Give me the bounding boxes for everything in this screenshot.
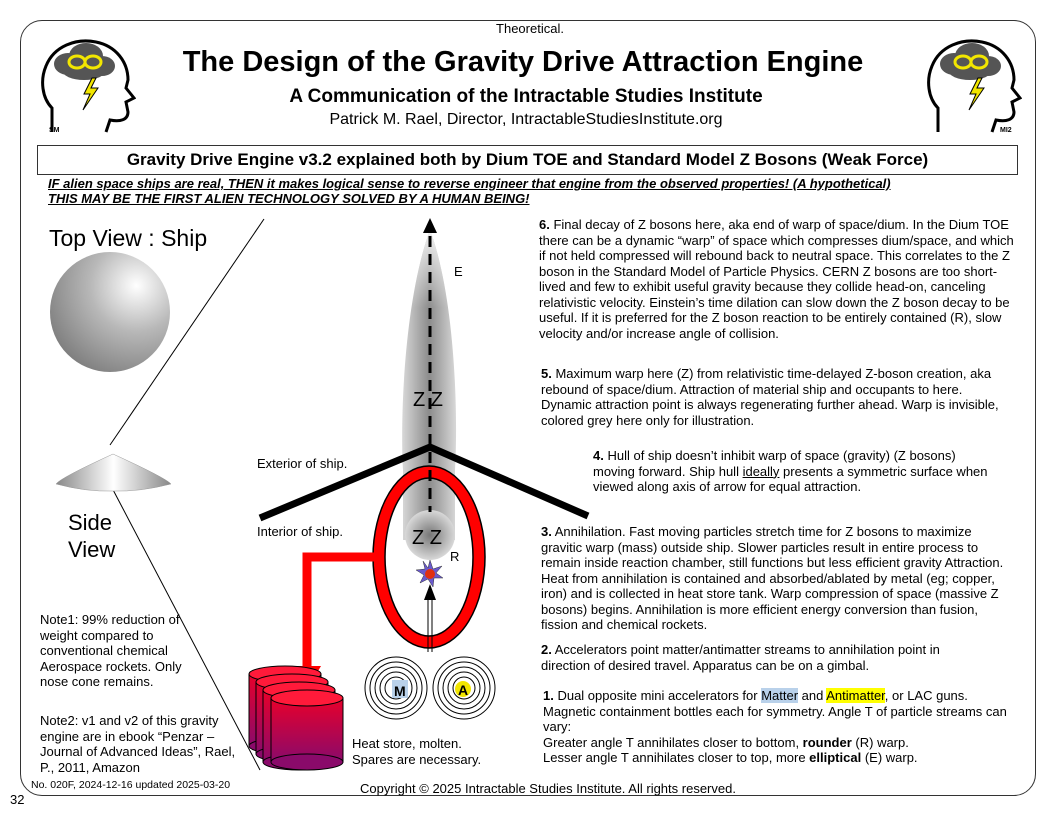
step-1-text-b: , or LAC guns. — [884, 688, 968, 703]
step-1-line-4b: (E) warp. — [861, 750, 918, 765]
step-4-underline: ideally — [742, 463, 780, 479]
step-1-text-a: Dual opposite mini accelerators for — [553, 688, 762, 703]
side-view-label: Side View — [68, 510, 116, 562]
antimatter-highlight: Antimatter — [826, 688, 885, 703]
banner-heading: Gravity Drive Engine v3.2 explained both by Dium TOE and Standard Model Z Bosons (Weak Force) — [37, 145, 1018, 175]
exterior-label: Exterior of ship. — [257, 456, 348, 471]
heat-label-line-1: Heat store, molten. — [352, 736, 462, 751]
copyright-notice: Copyright © 2025 Intractable Studies Institute. All rights reserved. — [360, 781, 736, 796]
heat-store-label — [352, 736, 481, 768]
heat-store-tanks — [249, 666, 343, 770]
step-3-number: 3. — [541, 524, 552, 539]
step-1-line-3 — [543, 735, 1013, 751]
heat-pipe — [307, 557, 377, 674]
step-1-line-4 — [543, 750, 1013, 766]
ship-top-view — [50, 252, 170, 372]
label-antimatter-bottle: A — [458, 682, 469, 698]
step-1-line-4a: Lesser angle T annihilates closer to top, more — [543, 750, 810, 765]
author-line: Patrick M. Rael, Director, IntractableStudiesInstitute.org — [329, 111, 723, 128]
heat-label-line-2: Spares are necessary. — [352, 752, 482, 767]
step-1-line-3a: Greater angle T annihilates closer to bottom, — [543, 734, 803, 750]
step-1-paragraph — [543, 688, 1013, 766]
top-label: Theoretical. — [496, 21, 564, 36]
label-zz-upper: Z Z — [413, 389, 443, 411]
top-view-label: Top View : Ship — [49, 225, 208, 251]
label-r: R — [450, 549, 460, 564]
step-5-number: 5. — [541, 366, 552, 381]
step-1-number: 1. — [543, 688, 554, 703]
page-number: 32 — [10, 792, 25, 807]
logo-left-mark: SM — [49, 127, 60, 134]
step-2-number: 2. — [541, 642, 552, 657]
document-number: No. 020F, 2024-12-16 updated 2025-03-20 — [31, 779, 231, 791]
step-5-paragraph — [541, 366, 1011, 428]
elliptical-word: elliptical — [809, 750, 862, 765]
step-3-text: Annihilation. Fast moving particles stretch time for Z bosons to maximize gravitic warp (mass) outside ship. Slower particles result in entire process to remain inside reaction chamber, still functions but less efficient gravity Attraction. Heat from annihilation is contained and absorbed/ablated by metal (eg; copper, iron) and is collected in heat store tank. Warp compression of space (massive Z bosons) begins. Annihilation is more efficient energy conversion than fusion, fission and chemical rockets. — [541, 524, 1004, 632]
axis-arrow-icon — [423, 218, 437, 233]
step-4-number: 4. — [593, 448, 604, 463]
annihilation-point — [425, 569, 435, 579]
label-zz-lower: Z Z — [412, 527, 442, 549]
step-6-number: 6. — [539, 217, 550, 232]
rounder-word: rounder — [802, 734, 852, 750]
step-1-line-2: Magnetic containment bottles each for symmetry. Angle T of particle streams can vary: — [543, 703, 1007, 734]
step-4-text-a: Hull of ship doesn’t inhibit warp of space (gravity) (Z bosons) moving forward. Ship hull — [593, 448, 956, 479]
logo-right-mark: MI2 — [1000, 127, 1012, 134]
step-2-text: Accelerators point matter/antimatter streams to annihilation point in direction of desired travel. Apparatus can be on a gimbal. — [541, 642, 940, 673]
step-1-and: and — [798, 688, 827, 703]
label-matter-bottle: M — [394, 683, 406, 699]
note-1: Note1: 99% reduction of weight compared to conventional chemical Aerospace rockets. Only nose cone remains. — [40, 612, 182, 689]
heat-tank — [271, 690, 343, 770]
step-4-paragraph — [593, 448, 993, 495]
step-5-text: Maximum warp here (Z) from relativistic time-delayed Z-boson creation, aka rebound of space/dium. Attraction of material ship and occupants to here. Dynamic attraction point is always regenerating further ahead. Warp is invisible, colored grey here only for illustration. — [541, 366, 999, 428]
intro-line-1: IF alien space ships are real, THEN it makes logical sense to reverse engineer that engine from the observed properties! (A hypothetical) — [48, 176, 891, 191]
page-subtitle: A Communication of the Intractable Studies Institute — [289, 86, 763, 107]
interior-label: Interior of ship. — [257, 524, 343, 539]
step-6-paragraph — [539, 217, 1019, 341]
step-4-text-b: presents a symmetric surface when viewed along axis of arrow for equal attraction. — [593, 463, 988, 494]
note-2: Note2: v1 and v2 of this gravity engine are in ebook “Penzar – Journal of Advanced Ideas”, Rael, P., 2011, Amazon — [40, 713, 236, 775]
label-e: E — [454, 264, 463, 279]
step-2-paragraph — [541, 642, 991, 673]
stream-arrow-icon — [424, 584, 436, 600]
step-6-text: Final decay of Z bosons here, aka end of warp of space/dium. In the Dium TOE there can be a dynamic “warp” of space which compresses dium/space, and which if not held compressed will rebound back to neutral space. This correlates to the Z boson in the Standard Model of Particle Physics. CERN Z bosons are too short-lived and few to exhibit useful gravity because they collide head-on, canceling relativistic velocity. Einstein’s time dilation can slow down the Z boson decay to be useful. If it is preferred for the Z boson reaction to be entirely contained (R), slow velocity and/or increase angle of collision. — [539, 217, 1014, 341]
intro-line-2: THIS MAY BE THE FIRST ALIEN TECHNOLOGY SOLVED BY A HUMAN BEING! — [48, 191, 530, 206]
step-1-line-1 — [543, 688, 1013, 704]
step-3-paragraph — [541, 524, 1011, 633]
ship-side-view — [56, 454, 171, 491]
page-title: The Design of the Gravity Drive Attraction Engine — [182, 46, 864, 78]
step-1-line-3b: (R) warp. — [851, 734, 909, 750]
matter-highlight: Matter — [761, 688, 799, 703]
